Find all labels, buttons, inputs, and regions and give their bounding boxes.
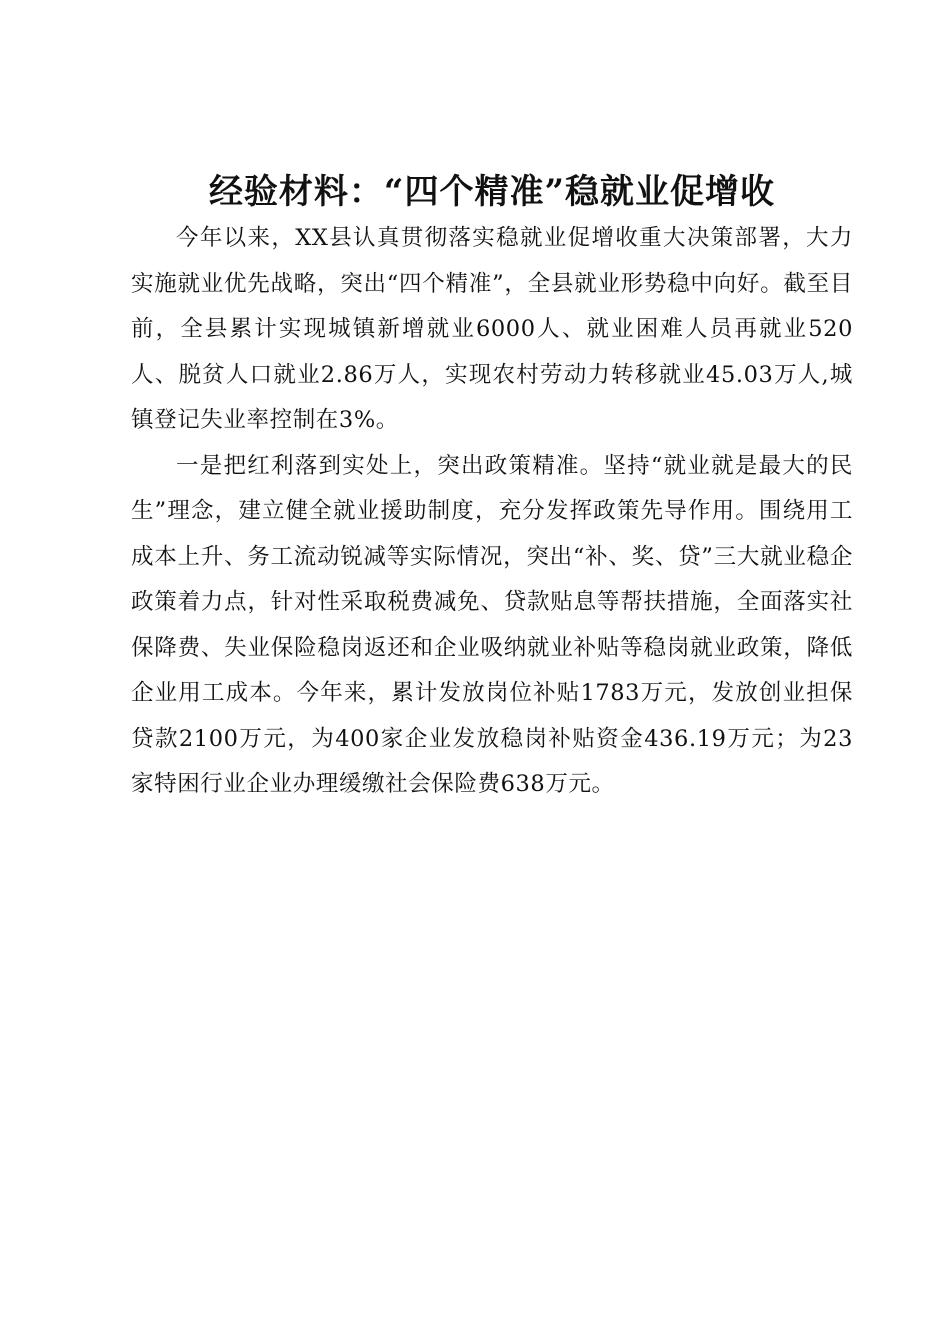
document-title: 经验材料：“四个精准”稳就业促增收 (208, 172, 776, 212)
paragraph-intro: 今年以来，XX县认真贯彻落实稳就业促增收重大决策部署，大力实施就业优先战略，突出“四个精准”，全县就业形势稳中向好。截至目前，全县累计实现城镇新增就业6000人、就业困难人员再就业520人、脱贫人口就业2.86万人，实现农村劳动力转移就业45.03万人,城镇登记失业率控制在3%。 (131, 225, 853, 433)
document-body (131, 168, 853, 808)
paragraph-policy-precision: 一是把红利落到实处上，突出政策精准。坚持“就业就是最大的民生”理念，建立健全就业援助制度，充分发挥政策先导作用。围绕用工成本上升、务工流动锐减等实际情况，突出“补、奖、贷”三大就业稳企政策着力点，针对性采取税费减免、贷款贴息等帮扶措施，全面落实社保降费、失业保险稳岗返还和企业吸纳就业补贴等稳岗就业政策，降低企业用工成本。今年来，累计发放岗位补贴1783万元，发放创业担保贷款2100万元，为400家企业发放稳岗补贴资金436.19万元；为23家特困行业企业办理缓缴社会保险费638万元。 (131, 452, 853, 797)
